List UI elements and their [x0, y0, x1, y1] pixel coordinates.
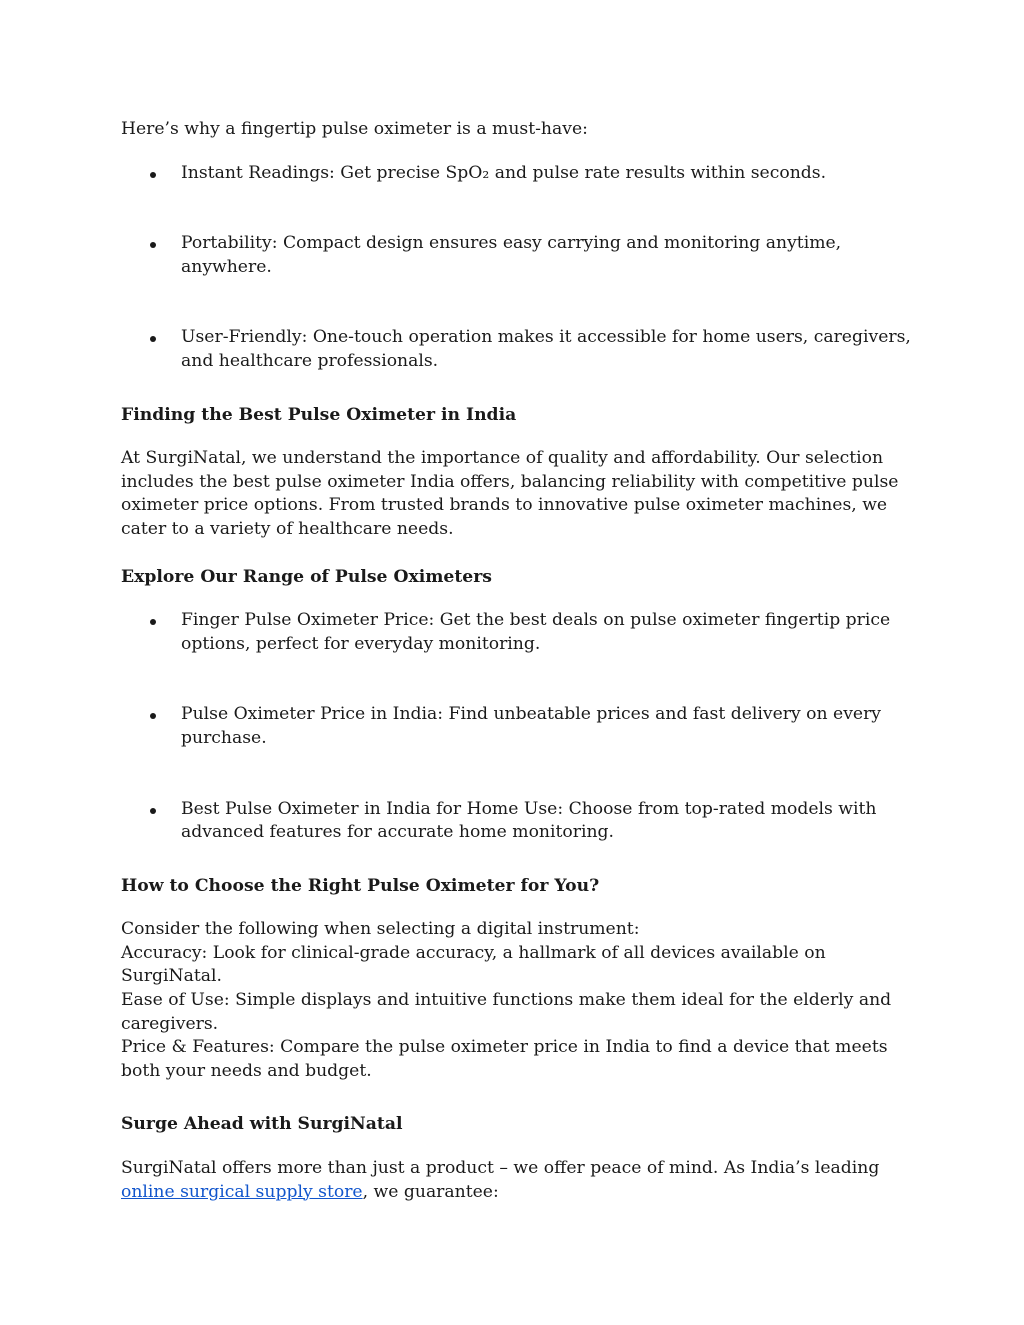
benefit-text: Instant Readings: Get precise SpO₂ and pulse rate results within seconds.	[181, 162, 827, 183]
list-item	[121, 326, 914, 373]
choose-line: Accuracy: Look for clinical-grade accuracy, a hallmark of all devices available on SurgiNatal.	[121, 942, 826, 987]
intro-text: Here’s why a fingertip pulse oximeter is a must-have:	[121, 119, 588, 139]
benefit-text: User-Friendly: One-touch operation makes it accessible for home users, caregivers, and healthcare professionals.	[181, 327, 911, 371]
range-item-text: Finger Pulse Oximeter Price: Get the best deals on pulse oximeter fingertip price options, perfect for everyday monitoring.	[181, 610, 891, 654]
surge-paragraph	[121, 1157, 914, 1204]
bullet-icon	[150, 808, 156, 814]
choose-paragraph	[121, 918, 914, 1083]
bullet-icon	[150, 336, 156, 342]
list-item	[121, 798, 914, 845]
benefits-list	[121, 162, 914, 374]
benefit-text: Portability: Compact design ensures easy carrying and monitoring anytime, anywhere.	[181, 233, 842, 277]
section-heading-choose: How to Choose the Right Pulse Oximeter for You?	[121, 875, 600, 896]
surge-text-before: SurgiNatal offers more than just a product – we offer peace of mind. As India’s leading	[121, 1158, 880, 1179]
section-heading-range: Explore Our Range of Pulse Oximeters	[121, 566, 492, 587]
range-item-text: Best Pulse Oximeter in India for Home Use: Choose from top-rated models with advanced features for accurate home monitoring.	[181, 798, 877, 843]
choose-line: Ease of Use: Simple displays and intuitive functions make them ideal for the elderly and caregivers.	[121, 990, 892, 1034]
section-heading-finding: Finding the Best Pulse Oximeter in India	[121, 404, 517, 425]
list-item	[121, 232, 914, 279]
bullet-icon	[150, 242, 156, 248]
range-list	[121, 609, 914, 845]
online-surgical-supply-store-link[interactable]: online surgical supply store	[121, 1181, 363, 1202]
surge-text-after: , we guarantee:	[362, 1181, 499, 1202]
choose-line: Price & Features: Compare the pulse oximeter price in India to find a device that meets both your needs and budget.	[121, 1037, 888, 1081]
section-heading-surge: Surge Ahead with SurgiNatal	[121, 1114, 403, 1135]
choose-line: Consider the following when selecting a digital instrument:	[121, 919, 640, 940]
finding-paragraph: At SurgiNatal, we understand the importance of quality and affordability. Our selection includes the best pulse oximeter India offers, balancing reliability with competitive pulse oximeter price options. From trusted brands to innovative pulse oximeter machines, we cater to a variety of healthcare needs.	[121, 448, 899, 539]
bullet-icon	[150, 172, 156, 178]
range-item-text: Pulse Oximeter Price in India: Find unbeatable prices and fast delivery on every purchase.	[181, 704, 882, 748]
list-item	[121, 703, 914, 750]
list-item	[121, 609, 914, 656]
list-item	[121, 162, 914, 186]
bullet-icon	[150, 713, 156, 719]
bullet-icon	[150, 619, 156, 625]
